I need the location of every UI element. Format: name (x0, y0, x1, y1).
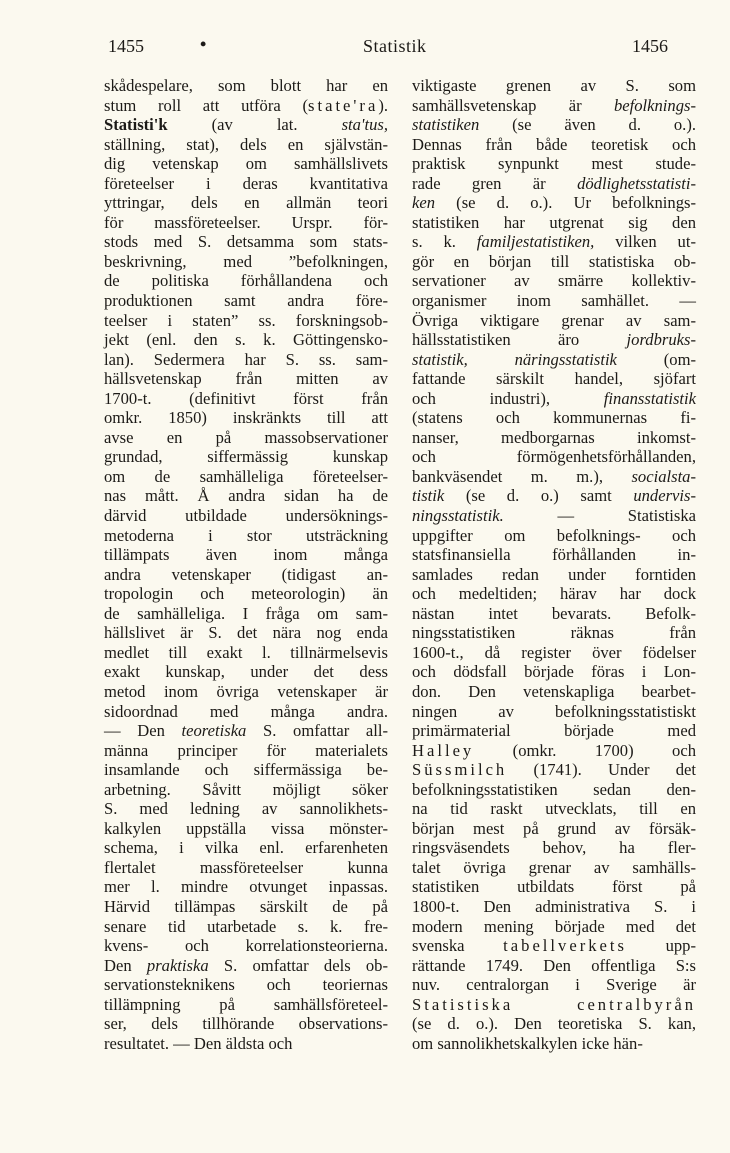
text-line (412, 741, 696, 761)
text-line (412, 819, 696, 839)
text-line (412, 96, 696, 116)
text-line (412, 760, 696, 780)
text-line (412, 408, 696, 428)
text-run: hällsstatistiken äro (412, 330, 627, 350)
text-run: Halley (412, 740, 475, 760)
text-run: schema, i vilka enl. erfarenheten (104, 838, 388, 858)
text-run: rade gren är (412, 173, 578, 193)
text-line (104, 428, 388, 448)
text-run: omkr. 1850) inskränkts till att (104, 408, 388, 428)
text-line (412, 447, 696, 467)
text-run: rättande 1749. Den offentliga S:s (412, 955, 696, 975)
text-line (412, 467, 696, 487)
text-line (412, 115, 696, 135)
text-run: 1800-t. Den administrativa S. i (412, 896, 696, 916)
text-run: teelser i staten” ss. forskningsob- (104, 310, 388, 330)
text-line (104, 780, 388, 800)
text-line (412, 135, 696, 155)
text-run: senare tid utarbetade s. k. fre- (104, 916, 388, 936)
text-run: talet övriga grenar av samhälls- (412, 857, 696, 877)
text-line (412, 604, 696, 624)
text-run: kalkylen uppställa vissa mönster- (104, 818, 388, 838)
header-title: Statistik (363, 36, 427, 56)
text-line (104, 311, 388, 331)
text-run: vilken ut- (594, 232, 696, 252)
text-run: Statistiska centralbyrån (412, 994, 696, 1014)
text-line (412, 350, 696, 370)
text-run: (av lat. (167, 115, 342, 135)
text-run: beskrivning, med ”befolkningen, (104, 251, 388, 271)
text-run: stum roll att utföra ( (104, 95, 309, 115)
text-line (104, 741, 388, 761)
text-run: 1600-t., då register över födelser (412, 642, 696, 662)
text-run: mer l. mindre otvunget inpassas. (104, 877, 388, 897)
text-line (104, 819, 388, 839)
text-line (412, 565, 696, 585)
text-run: Statisti'k (104, 115, 168, 135)
text-line (412, 995, 696, 1015)
text-line (412, 702, 696, 722)
text-run: socialsta- (631, 466, 696, 486)
text-line (104, 330, 388, 350)
text-line (104, 213, 388, 233)
text-line (412, 76, 696, 96)
text-line (104, 995, 388, 1015)
text-run: (omkr. 1700) och (474, 740, 696, 760)
text-line (104, 682, 388, 702)
text-run: statistiken utbildats först på (412, 877, 696, 897)
text-line (412, 369, 696, 389)
text-run: Härvid tillämpas särskilt de på (104, 896, 388, 916)
text-run: avse en på massobservationer (104, 427, 388, 447)
text-run: (se d. o.). Ur befolknings- (435, 193, 696, 213)
text-line (412, 526, 696, 546)
text-line (104, 96, 388, 116)
text-line (412, 271, 696, 291)
text-run: tabellverkets (503, 936, 627, 956)
text-run: S. omfattar dels ob- (208, 955, 389, 975)
text-line (412, 545, 696, 565)
text-run: dig vetenskap om samhällslivets (104, 154, 388, 174)
text-run: ringsväsendets behov, ha fler- (412, 838, 696, 858)
text-line (104, 447, 388, 467)
text-line (104, 956, 388, 976)
text-run: ken (412, 193, 436, 213)
right-page-number: 1456 (632, 36, 668, 56)
text-line (104, 643, 388, 663)
text-run: jordbruks- (626, 330, 696, 350)
text-run: organismer inom samhället. — (412, 291, 696, 311)
text-line (104, 721, 388, 741)
text-run: state'ra (308, 95, 379, 115)
text-line (104, 76, 388, 96)
text-line (104, 193, 388, 213)
text-line (104, 408, 388, 428)
text-line (412, 662, 696, 682)
text-run: nuv. centralorgan i Sverige är (412, 975, 696, 995)
text-run: produktionen samt andra före- (104, 291, 388, 311)
text-line (104, 467, 388, 487)
text-line (412, 506, 696, 526)
text-run: svenska (412, 936, 504, 956)
left-page-number: 1455 (108, 36, 144, 56)
page-header (108, 32, 668, 62)
text-run: finansstatistik (603, 388, 696, 408)
text-line (412, 917, 696, 937)
text-run: ningsstatistiken räknas från (412, 623, 696, 643)
text-line (104, 584, 388, 604)
text-line (104, 858, 388, 878)
text-line (104, 623, 388, 643)
text-line (104, 174, 388, 194)
text-run: metod inom övriga vetenskaper är (104, 681, 388, 701)
text-run: nanser, medborgarnas inkomst- (412, 427, 696, 447)
text-run: ställning, stat), dels en självstän- (104, 134, 388, 154)
text-run: jekt (enl. den s. k. Göttingensko- (104, 330, 388, 350)
text-run: servationsteknikens och teoriernas (104, 975, 388, 995)
text-run: företeelser i deras kvantitativa (104, 173, 388, 193)
text-run: och dödsfall började föras i Lon- (412, 662, 696, 682)
text-line (412, 682, 696, 702)
text-line (412, 252, 696, 272)
text-line (104, 291, 388, 311)
text-line (412, 643, 696, 663)
text-run: praktiska (146, 955, 209, 975)
text-run: yttringar, dels en allmän teori (104, 193, 388, 213)
text-line (104, 232, 388, 252)
text-run: om de samhälleliga företeelser- (104, 466, 388, 486)
text-run: statistik, näringsstatistik (412, 349, 617, 369)
text-run: ser, dels tillhörande observations- (104, 1014, 388, 1034)
text-run: de samhälleliga. I fråga om sam- (104, 603, 388, 623)
text-run: flertalet massföreteelser kunna (104, 857, 388, 877)
text-run: befolknings- (613, 95, 696, 115)
text-run: medlet till exakt l. tillnärmelsevis (104, 642, 388, 662)
text-run: (se även d. o.). (479, 115, 696, 135)
text-run: (1741). Under det (507, 760, 696, 780)
text-line (412, 213, 696, 233)
text-run: s. k. (412, 232, 477, 252)
text-run: och förmögenhetsförhållanden, (412, 447, 696, 467)
text-run: Süssmilch (412, 760, 508, 780)
text-line (104, 545, 388, 565)
text-run: resultatet. — Den äldsta och (104, 1033, 293, 1053)
text-run: S. omfattar all- (246, 721, 388, 741)
text-run: männa principer för materialets (104, 740, 388, 760)
text-run: primärmaterial började med (412, 721, 696, 741)
text-run: och industri), (412, 388, 604, 408)
text-line (412, 936, 696, 956)
text-run: (statens och kommunernas fi- (412, 408, 696, 428)
text-line (412, 975, 696, 995)
text-run: nästan intet bevarats. Befolk- (412, 603, 696, 623)
text-run: de politiska förhållandena och (104, 271, 388, 291)
text-line (412, 154, 696, 174)
text-run: upp- (626, 936, 696, 956)
text-line (412, 584, 696, 604)
text-line (104, 877, 388, 897)
text-line (412, 897, 696, 917)
text-run: sta'tus, (341, 115, 388, 135)
text-run: ningsstatistik. (412, 506, 504, 526)
text-run: tistik (412, 486, 445, 506)
text-run: statistiken (412, 115, 480, 135)
text-line (412, 291, 696, 311)
text-run: don. Den vetenskapliga bearbet- (412, 681, 696, 701)
text-line (104, 936, 388, 956)
text-run: praktisk synpunkt mest stude- (412, 154, 696, 174)
text-run: (se d. o.) samt (444, 486, 634, 506)
right-text-column (412, 76, 696, 1053)
text-line (412, 721, 696, 741)
text-run: befolkningsstatistiken sedan den- (412, 779, 696, 799)
text-run: grundad, siffermässig kunskap (104, 447, 388, 467)
text-run: kvens- och korrelationsteorierna. (104, 936, 388, 956)
text-run: tillämpning på samhällsföreteel- (104, 994, 388, 1014)
text-run: teoretiska (181, 721, 247, 741)
text-run: nas mått. Å andra sidan ha de (104, 486, 388, 506)
text-line (104, 350, 388, 370)
text-run: (se d. o.). Den teoretiska S. kan, (412, 1014, 696, 1034)
text-line (104, 369, 388, 389)
text-line (104, 115, 388, 135)
text-run: och medeltiden; härav har dock (412, 584, 696, 604)
text-line (104, 252, 388, 272)
text-line (104, 1014, 388, 1034)
text-run: statistiken har utgrenat sig den (412, 212, 696, 232)
text-run: uppgifter om befolknings- och (412, 525, 696, 545)
text-run: ningen av befolkningsstatistiskt (412, 701, 696, 721)
text-line (412, 1034, 696, 1054)
text-run: insamlande och siffermässiga be- (104, 760, 388, 780)
text-run: viktigaste grenen av S. som (412, 76, 696, 95)
text-run: stods med S. detsamma som stats- (104, 232, 388, 252)
text-run: arbetning. Såvitt möjligt söker (104, 779, 388, 799)
text-run: tropologin och meteorologin) än (104, 584, 388, 604)
text-run: lan). Sedermera har S. ss. sam- (104, 349, 388, 369)
text-run: (om- (616, 349, 696, 369)
text-run: dödlighetsstatisti- (577, 173, 696, 193)
text-line (104, 838, 388, 858)
text-line (104, 604, 388, 624)
text-run: modern mening började med det (412, 916, 696, 936)
text-run: för massföreteelser. Urspr. för- (104, 212, 388, 232)
text-line (412, 799, 696, 819)
text-line (412, 193, 696, 213)
text-run: andra vetenskaper (tidigast an- (104, 564, 388, 584)
text-run: sidoordnad med många andra. (104, 701, 388, 721)
text-run: hällsvetenskap från mitten av (104, 369, 388, 389)
text-line (104, 135, 388, 155)
text-run: ). (378, 95, 388, 115)
text-line (412, 428, 696, 448)
text-run: Övriga viktigare grenar av sam- (412, 310, 696, 330)
text-run: Dennas från både teoretisk och (412, 134, 696, 154)
text-line (104, 154, 388, 174)
text-run: familjestatistiken, (476, 232, 595, 252)
text-run: metoderna i stor utsträckning (104, 525, 388, 545)
text-run: därvid utbildade undersöknings- (104, 506, 388, 526)
text-run: om sannolikhetskalkylen icke hän- (412, 1033, 643, 1053)
text-line (412, 877, 696, 897)
text-line (104, 389, 388, 409)
text-run: fattande särskilt handel, sjöfart (412, 369, 696, 389)
text-line (412, 174, 696, 194)
text-line (104, 565, 388, 585)
text-line (104, 760, 388, 780)
text-run: statsfinansiella förhållanden in- (412, 545, 696, 565)
text-line (412, 956, 696, 976)
text-run: tillämpats även inom många (104, 545, 388, 565)
text-run: samlades redan under forntiden (412, 564, 696, 584)
text-line (412, 1014, 696, 1034)
text-line (104, 271, 388, 291)
text-line (412, 623, 696, 643)
text-line (412, 858, 696, 878)
text-run: na tid raskt utvecklats, till en (412, 799, 696, 819)
text-line (412, 232, 696, 252)
text-run: S. med ledning av sannolikhets- (104, 799, 388, 819)
text-run: bankväsendet m. m.), (412, 466, 632, 486)
text-run: exakt kunskap, under det dess (104, 662, 388, 682)
text-run: samhällsvetenskap är (412, 95, 614, 115)
text-line (104, 917, 388, 937)
text-line (104, 975, 388, 995)
text-run: Den (104, 955, 147, 975)
text-run: 1700-t. (definitivt först från (104, 388, 388, 408)
text-run: servationer av smärre kollektiv- (412, 271, 696, 291)
text-run: — Den (104, 721, 182, 741)
text-run: början mest på grund av försäk- (412, 818, 696, 838)
text-line (412, 330, 696, 350)
text-line (412, 780, 696, 800)
text-line (412, 486, 696, 506)
text-line (104, 506, 388, 526)
text-line (412, 311, 696, 331)
text-run: gör en början till statistiska ob- (412, 251, 696, 271)
text-run: — Statistiska (503, 506, 696, 526)
text-line (412, 838, 696, 858)
text-line (104, 1034, 388, 1054)
text-run: skådespelare, som blott har en (104, 76, 388, 95)
left-text-column (104, 76, 388, 1053)
text-line (104, 702, 388, 722)
text-line (104, 799, 388, 819)
text-run: undervis- (633, 486, 696, 506)
text-line (412, 389, 696, 409)
text-line (104, 897, 388, 917)
text-line (104, 662, 388, 682)
text-line (104, 526, 388, 546)
header-dot: • (200, 34, 207, 54)
text-run: hällslivet är S. det nära nog enda (104, 623, 388, 643)
text-line (104, 486, 388, 506)
